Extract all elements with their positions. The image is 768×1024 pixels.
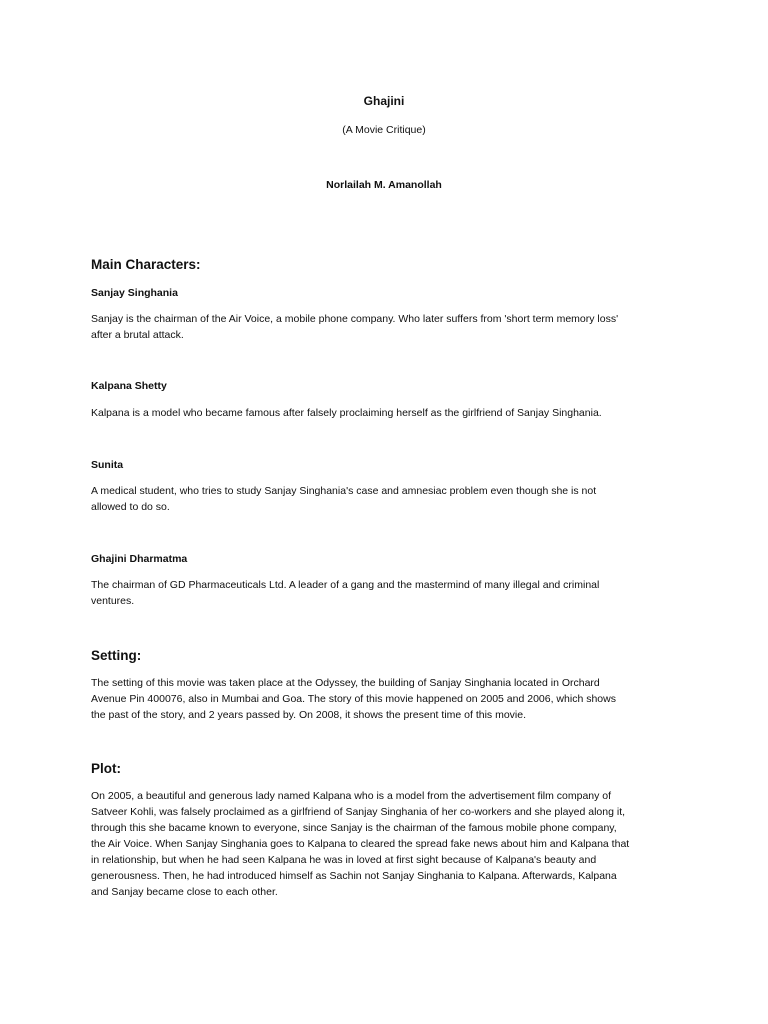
main-characters-heading: Main Characters: [91,257,201,272]
character-description [91,577,691,609]
character-description [91,405,691,421]
paragraph-line: through this she bacame known to everyone, since Sanjay is the chairman of the famous mobile phone company, [91,822,617,834]
character-description [91,483,691,515]
paragraph-line: Satveer Kohli, was falsely proclaimed as a girlfriend of Sanjay Singhania of her co-workers and she played along it, [91,806,626,818]
description-line: The chairman of GD Pharmaceuticals Ltd. A leader of a gang and the mastermind of many illegal and criminal [91,579,600,591]
description-line: ventures. [91,595,135,607]
plot-heading: Plot: [91,761,121,776]
description-line: A medical student, who tries to study Sanjay Singhania's case and amnesiac problem even though she is not [91,485,597,497]
setting-heading: Setting: [91,648,142,663]
paragraph-line: The setting of this movie was taken place at the Odyssey, the building of Sanjay Singhania located in Orchard [91,677,600,689]
character-description [91,311,691,343]
paragraph-line: the Air Voice. When Sanjay Singhania goes to Kalpana to cleared the spread fake news about him and Kalpana that [91,838,630,850]
description-line: Kalpana is a model who became famous after falsely proclaiming herself as the girlfriend of Sanjay Singhania. [91,407,602,419]
character-name: Kalpana Shetty [91,380,167,392]
document-subtitle: (A Movie Critique) [342,124,426,136]
character-name: Sunita [91,459,124,471]
paragraph-line: and Sanjay became close to each other. [91,886,278,898]
description-line: after a brutal attack. [91,329,184,341]
document-title: Ghajini [363,94,405,108]
author-name: Norlailah M. Amanollah [326,179,442,191]
description-line: allowed to do so. [91,501,170,513]
paragraph-line: generousness. Then, he had introduced himself as Sachin not Sanjay Singhania to Kalpana. Afterwards, Kalpana [91,870,617,882]
character-name: Ghajini Dharmatma [91,553,188,565]
paragraph-line: Avenue Pin 400076, also in Mumbai and Goa. The story of this movie happened on 2005 and 2006, which shows [91,693,616,705]
description-line: Sanjay is the chairman of the Air Voice, a mobile phone company. Who later suffers from 'short term memory loss' [91,313,619,325]
plot-paragraph [91,788,691,900]
paragraph-line: in relationship, but when he had seen Kalpana he was in loved at first sight because of Kalpana's beauty and [91,854,597,866]
paragraph-line: On 2005, a beautiful and generous lady named Kalpana who is a model from the advertisement film company of [91,790,612,802]
character-name: Sanjay Singhania [91,287,178,299]
paragraph-line: the past of the story, and 2 years passed by. On 2008, it shows the present time of this movie. [91,709,527,721]
setting-paragraph [91,675,691,723]
